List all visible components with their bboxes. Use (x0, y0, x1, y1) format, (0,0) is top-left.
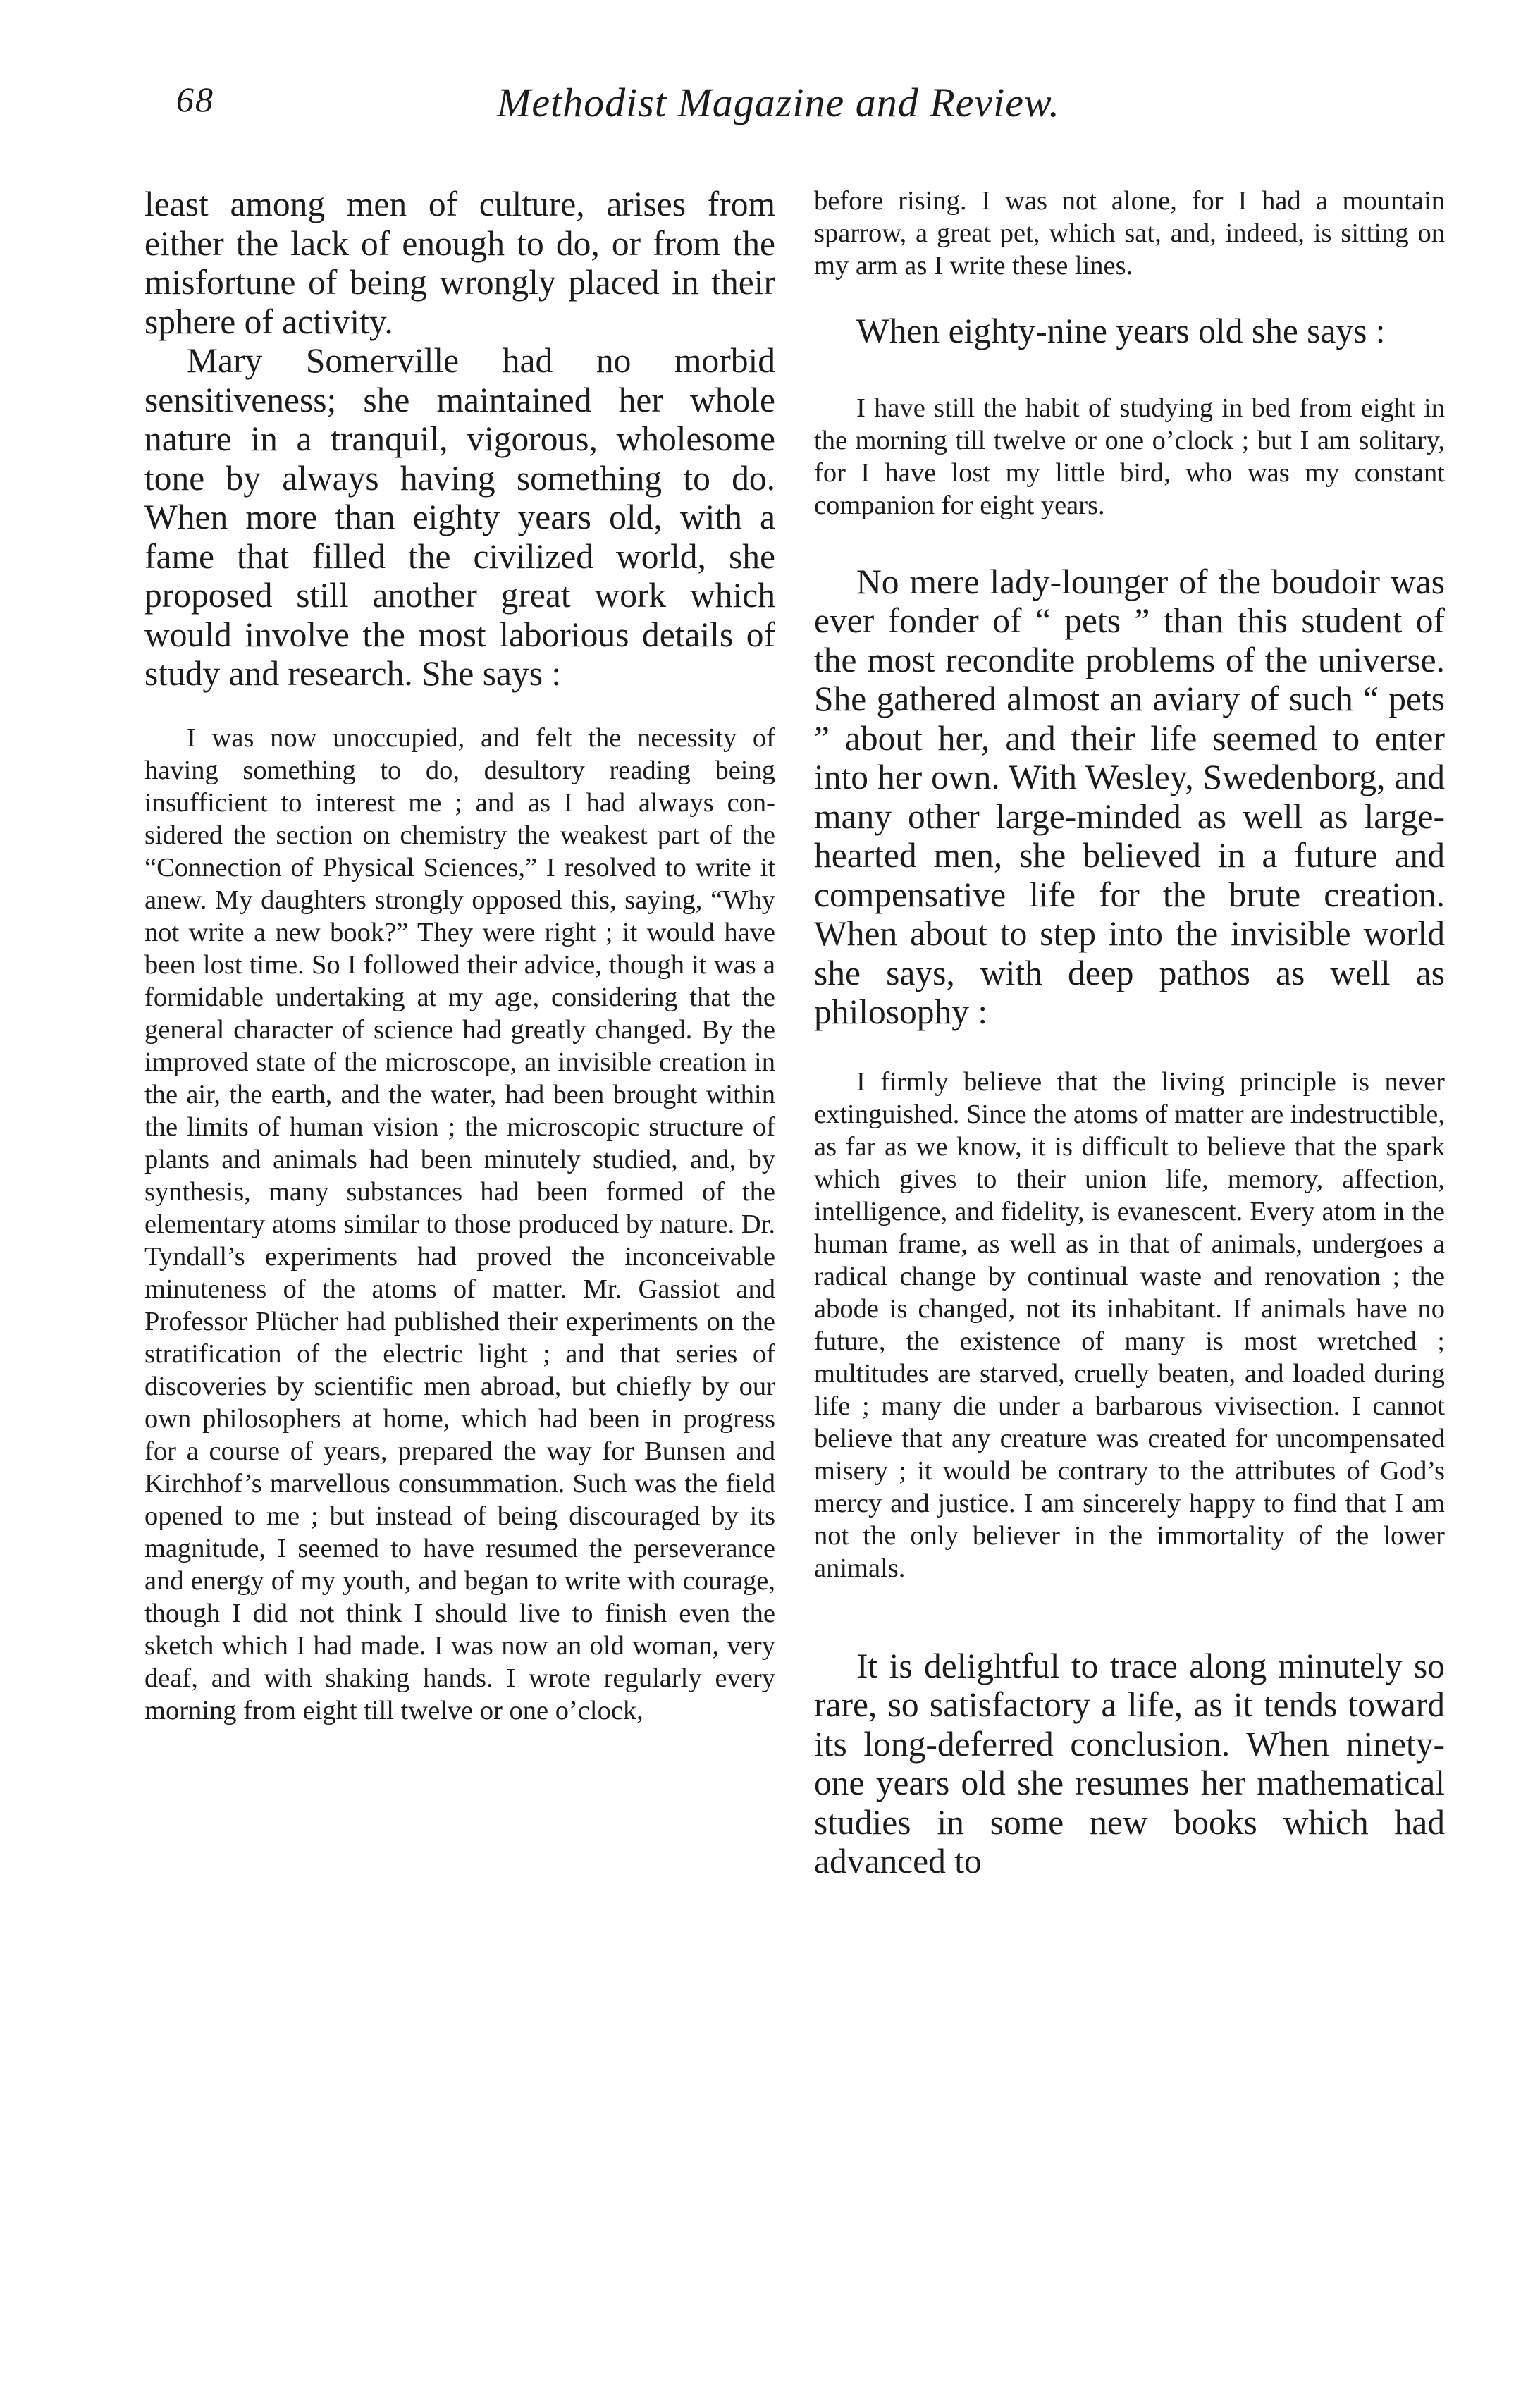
left-column (144, 185, 775, 1727)
paragraph-4: No mere lady-lounger of the boudoir was ever fonder of “ pets ” than this student of the most recondite problems of the universe. She gathered almost an aviary of such “ pets ” about her, and their life seemed to enter into her own. With Wesley, Swedenborg, and many other large-minded as well as large-hearted men, she believed in a future and compensative life for the brute creation. When about to step into the invisible world she says, with deep pathos as well as philosophy : (814, 562, 1445, 1031)
page-number: 68 (176, 80, 214, 119)
block-quote-2: I have still the habit of studying in bed from eight in the morning till twelve or one o’clock ; but I am solitary, for I have lost my little bird, who was my constant companion for eight years. (814, 393, 1445, 520)
running-header (176, 79, 1374, 142)
block-quote-1: I was now unoccupied, and felt the necessity of having something to do, desultory reading being insufficient to interest me ; and as I had always considered the section on chemistry the weakest part of the “Connection of Physical Sciences,” I resolved to write it anew. My daughters strongly opposed this, saying, “Why not write a new book?” They were right ; it would have been lost time. So I followed their advice, though it was a formidable undertaking at my age, considering that the general character of science had greatly changed. By the improved state of the microscope, an invisible creation in the air, the earth, and the water, had been brought within the limits of human vision ; the microscopic structure of plants and animals had been minutely studied, and, by synthesis, many substances had been formed of the elementary atoms similar to those produced by nature. Dr. Tyndall’s experiments had proved the inconceivable minuteness of the atoms of matter. Mr. Gassiot and Professor Plücher had published their experiments on the stratification of the electric light ; and that series of discoveries by scientific men abroad, but chiefly by our own philosophers at home, which had been in progress for a course of years, prepared the way for Bunsen and Kirchhof’s marvellous consummation. Such was the field opened to me ; but instead of being discouraged by its magnitude, I seemed to have resumed the perseverance and energy of my youth, and began to write with courage, though I did not think I should live to finish even the sketch which I had made. I was now an old woman, very deaf, and with shaking hands. I wrote regularly every morning from eight till twelve or one o’clock, (144, 722, 775, 1725)
paragraph-1: least among men of culture, arises from either the lack of enough to do, or from the misfortune of being wrongly placed in their sphere of activity. (144, 185, 775, 341)
paragraph-3: When eighty-nine years old she says : (856, 312, 1386, 350)
paragraph-2: Mary Somerville had no morbid sensitiveness; she maintained her whole nature in a tranquil, vigorous, wholesome tone by always having something to do. When more than eighty years old, with a fame that filled the civilized world, she proposed still another great work which would involve the most laborious details of study and research. She says : (144, 341, 775, 693)
paragraph-5: It is delightful to trace along minutely so rare, so satisfactory a life, as it tends toward its long-deferred conclusion. When ninety-one years old she resumes her mathematical studies in some new books which had advanced to (814, 1646, 1445, 1881)
block-quote-3: I firmly believe that the living principle is never extinguished. Since the atoms of matter are indestructible, as far as we know, it is difficult to believe that the spark which gives to their union life, memory, affection, intelligence, and fidelity, is evanescent. Every atom in the human frame, as well as in that of animals, undergoes a radical change by continual waste and renovation ; the abode is changed, not its inhabitant. If animals have no future, the existence of many is most wretched ; multitudes are starved, cruelly beaten, and loaded during life ; many die under a barbarous vivisection. I cannot believe that any creature was created for uncompensated misery ; it would be contrary to the attributes of God’s mercy and justice. I am sincerely happy to find that I am not the only believer in the immortality of the lower animals. (814, 1066, 1445, 1583)
right-column (814, 185, 1445, 1881)
running-title: Methodist Magazine and Review. (497, 80, 1060, 125)
block-quote-1-continued: before rising. I was not alone, for I had a mountain sparrow, a great pet, which sat, and, indeed, is sitting on my arm as I write these lines. (814, 186, 1445, 281)
